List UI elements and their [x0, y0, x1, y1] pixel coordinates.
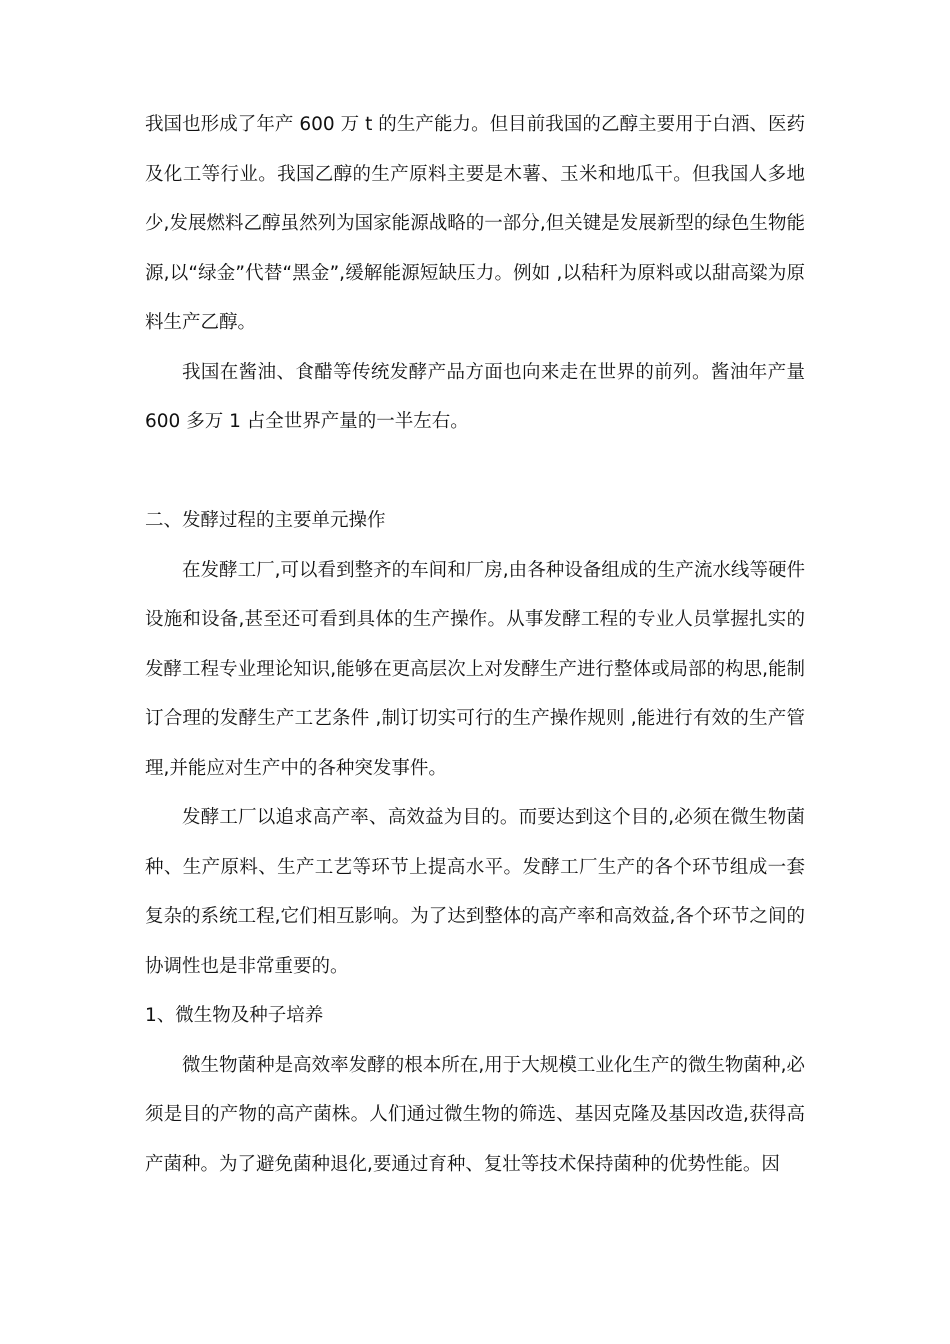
paragraph-ethanol: 我国也形成了年产 600 万 t 的生产能力。但目前我国的乙醇主要用于白酒、医药及化工等行业。我国乙醇的生产原料主要是木薯、玉米和地瓜干。但我国人多地少,发展燃料乙醇虽然列为国家能源战略的一部分,但关键是发展新型的绿色生物能源,以“绿金”代替“黑金”,缓解能源短缺压力。例如 ,以秸秆为原料或以甜高粱为原料生产乙醇。 [145, 114, 805, 333]
paragraph-soy-sauce: 我国在酱油、食醋等传统发酵产品方面也向来走在世界的前列。酱油年产量 600 多万 1 占全世界产量的一半左右。 [145, 361, 805, 432]
document-body [145, 100, 805, 1189]
section-heading: 二、发酵过程的主要单元操作 [145, 510, 386, 531]
subheading: 1、微生物及种子培养 [145, 1005, 324, 1026]
paragraph-microbial-strains: 微生物菌种是高效率发酵的根本所在,用于大规模工业化生产的微生物菌种,必须是目的产物的高产菌株。人们通过微生物的筛选、基因克隆及基因改造,获得高产菌种。为了避免菌种退化,要通过育种、复壮等技术保持菌种的优势性能。因 [145, 1054, 805, 1175]
paragraph-fermentation-plant: 在发酵工厂,可以看到整齐的车间和厂房,由各种设备组成的生产流水线等硬件设施和设备,甚至还可看到具体的生产操作。从事发酵工程的专业人员掌握扎实的发酵工程专业理论知识,能够在更高层次上对发酵生产进行整体或局部的构思,能制订合理的发酵生产工艺条件 ,制订切实可行的生产操作规则 ,能进行有效的生产管理,并能应对生产中的各种突发事件。 [145, 559, 805, 779]
paragraph-high-yield: 发酵工厂以追求高产率、高效益为目的。而要达到这个目的,必须在微生物菌种、生产原料、生产工艺等环节上提高水平。发酵工厂生产的各个环节组成一套复杂的系统工程,它们相互影响。为了达到整体的高产率和高效益,各个环节之间的协调性也是非常重要的。 [145, 807, 805, 977]
blank-line [145, 447, 805, 497]
